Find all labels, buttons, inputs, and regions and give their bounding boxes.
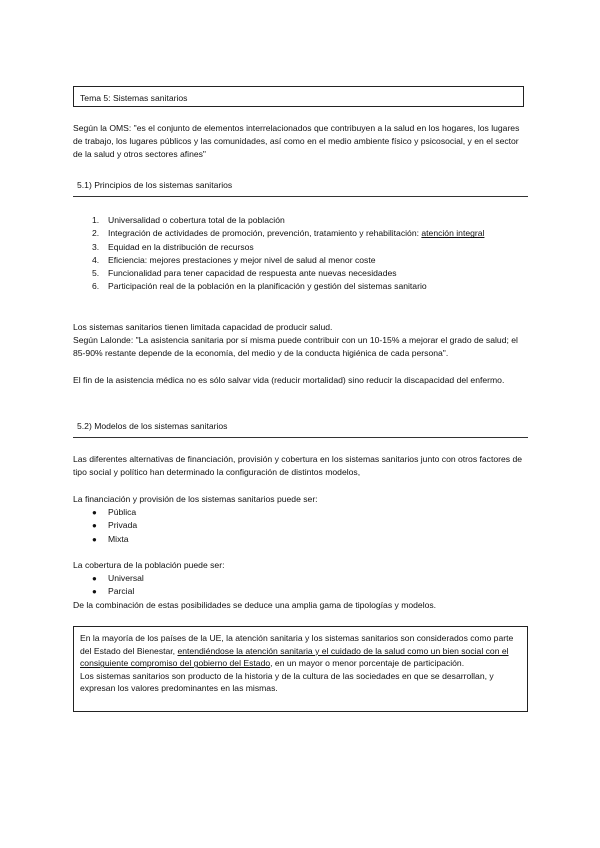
- list-item: [92, 572, 392, 585]
- limited-capacity-text: Los sistemas sanitarios tienen limitada capacidad de producir salud.: [73, 322, 333, 332]
- bullet-icon: ●: [92, 587, 97, 597]
- section-heading-models: [73, 421, 528, 438]
- item-text: Participación real de la población en la planificación y gestión del sistemas sanitario: [108, 281, 427, 292]
- item-text: Universal: [108, 573, 144, 583]
- eu-note-box: [73, 626, 528, 712]
- list-item: [92, 533, 392, 546]
- item-number: 3.: [92, 241, 100, 252]
- item-text: Integración de actividades de promoción, prevención, tratamiento y rehabilitación:: [108, 228, 422, 239]
- list-item: [92, 506, 392, 519]
- note-text: En la mayoría de los países de la UE, la atención sanitaria y los sistemas sanitarios son considerados como parte del Estado del Bienestar,: [80, 633, 514, 656]
- list-item: [92, 241, 522, 254]
- list-item: [92, 254, 522, 267]
- list-item: [92, 227, 522, 240]
- item-text: Equidad en la distribución de recursos: [108, 241, 254, 252]
- list-item: [92, 267, 522, 280]
- medical-goal-text: El fin de la asistencia médica no es sólo salvar vida (reducir mortalidad) sino reducir la discapacidad del enfermo.: [73, 375, 505, 385]
- topic-title: Tema 5: Sistemas sanitarios: [80, 93, 188, 103]
- list-item: [92, 585, 392, 598]
- item-number: 1.: [92, 215, 100, 225]
- item-text: Pública: [108, 507, 137, 517]
- note-text-end: , en un mayor o menor porcentaje de participación.: [270, 658, 465, 669]
- bullet-icon: ●: [92, 521, 97, 531]
- item-number: 5.: [92, 268, 100, 279]
- item-text: Funcionalidad para tener capacidad de respuesta ante nuevas necesidades: [108, 268, 397, 279]
- oms-definition: Según la OMS: "es el conjunto de elementos interrelacionados que contribuyen a la salud en los hogares, los lugares de trabajo, los lugares públicos y las comunidades, así como en el medio ambiente físico y psicosocial, y en el sector de la salud y otros sectores afines": [73, 123, 520, 159]
- bullet-icon: ●: [92, 508, 97, 517]
- bullet-icon: ●: [92, 534, 97, 544]
- item-text: Mixta: [108, 533, 129, 544]
- note-text-second: Los sistemas sanitarios son producto de la historia y de la cultura de las sociedades en que se desarrollan, y expresan los valores predominantes en las mismas.: [80, 670, 494, 694]
- list-item: [92, 280, 522, 293]
- combination-text: De la combinación de estas posibilidades se deduce una amplia gama de tipologías y modelos.: [73, 600, 437, 610]
- financing-options-list: [92, 506, 392, 546]
- item-number: 2.: [92, 228, 100, 239]
- item-number: 4.: [92, 254, 100, 265]
- item-number: 6.: [92, 281, 100, 292]
- note-underlined-text: entendiéndose la atención sanitaria y el cuidado de la salud como un bien social con el consiguiente compromiso del gobierno del Estado: [80, 645, 509, 669]
- section-heading-text: 5.2) Modelos de los sistemas sanitarios: [77, 421, 228, 431]
- item-text: Universalidad o cobertura total de la población: [108, 215, 285, 225]
- item-text: Privada: [108, 520, 138, 531]
- item-underlined-text: atención integral: [421, 228, 485, 239]
- item-text: Parcial: [108, 586, 135, 597]
- section-heading-text: 5.1) Principios de los sistemas sanitarios: [77, 180, 233, 190]
- item-text: Eficiencia: mejores prestaciones y mejor nivel de salud al menor coste: [108, 254, 376, 265]
- bullet-icon: ●: [92, 574, 97, 583]
- list-item: [92, 519, 392, 532]
- coverage-label: La cobertura de la población puede ser:: [73, 560, 225, 570]
- topic-title-box: [73, 86, 524, 107]
- lalonde-quote: Según Lalonde: "La asistencia sanitaria por sí misma puede contribuir con un 10-15% a mejorar el grado de salud; el 85-90% restante depende de la economía, del medio y de la conducta higiénica de cada persona".: [73, 335, 518, 358]
- financing-label: La financiación y provisión de los sistemas sanitarios puede ser:: [73, 494, 318, 504]
- coverage-options-list: [92, 572, 392, 599]
- principles-list: [92, 214, 522, 294]
- models-intro: Las diferentes alternativas de financiación, provisión y cobertura en los sistemas sanitarios junto con otros factores de tipo social y político han determinado la configuración de distintos modelos,: [73, 454, 523, 477]
- list-item: [92, 214, 522, 227]
- section-heading-principles: [73, 180, 528, 197]
